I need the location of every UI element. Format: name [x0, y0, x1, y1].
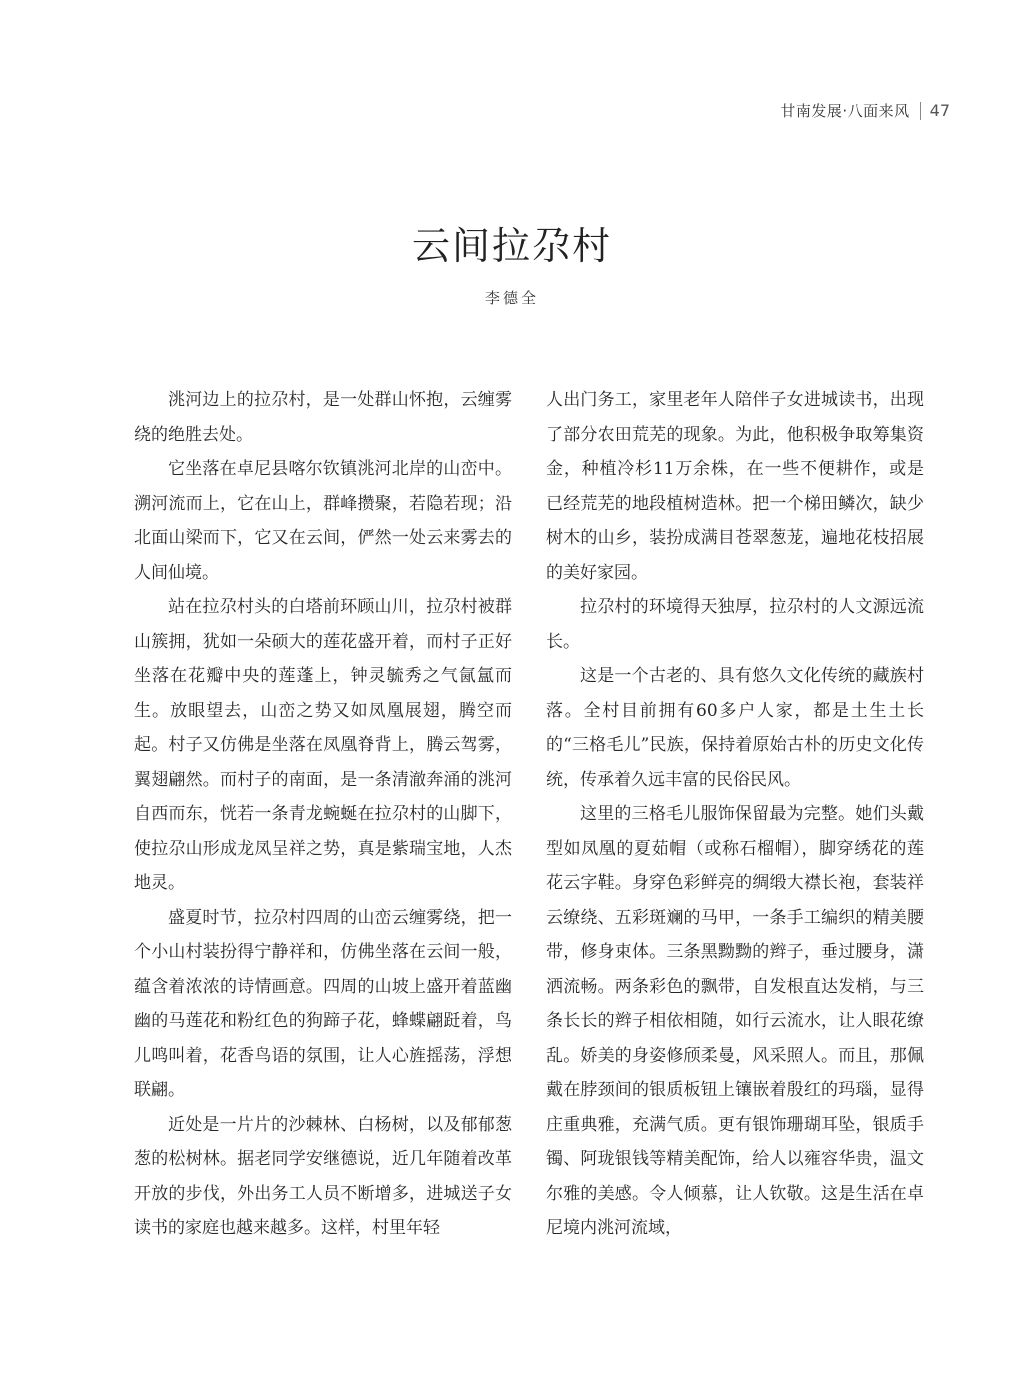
paragraph: 这里的三格毛儿服饰保留最为完整。她们头戴型如凤凰的夏茹帽（或称石榴帽），脚穿绣花的莲花云字鞋。身穿色彩鲜亮的绸缎大襟长袍，套装祥云缭绕、五彩斑斓的马甲，一条手工编织的精美腰带，修身束体。三条黑黝黝的辫子，垂过腰身，潇洒流畅。两条彩色的飘带，自发根直达发梢，与三条长长的辫子相依相随，如行云流水，让人眼花缭乱。娇美的身姿修颀柔曼，风采照人。而且，那佩戴在脖颈间的银质板钮上镶嵌着殷红的玛瑙，显得庄重典雅，充满气质。更有银饰珊瑚耳坠，银质手镯、阿珑银钱等精美配饰，给人以雍容华贵，温文尔雅的美感。令人倾慕，让人钦敬。这是生活在卓尼境内洮河流域， — [546, 804, 924, 1238]
paragraph: 这是一个古老的、具有悠久文化传统的藏族村落。全村目前拥有60多户人家，都是土生土长的“三格毛儿”民族，保持着原始古朴的历史文化传统，传承着久远丰富的民俗民风。 — [546, 666, 924, 790]
paragraph: 站在拉尕村头的白塔前环顾山川，拉尕村被群山簇拥，犹如一朵硕大的莲花盛开着，而村子正好坐落在花瓣中央的莲蓬上，钟灵毓秀之气氤氲而生。放眼望去，山峦之势又如凤凰展翅，腾空而起。村子又仿佛是坐落在凤凰脊背上，腾云驾雾，翼翅翩然。而村子的南面，是一条清澈奔涌的洮河自西而东，恍若一条青龙蜿蜒在拉尕村的山脚下，使拉尕山形成龙凤呈祥之势，真是紫瑞宝地，人杰地灵。 — [134, 597, 512, 893]
paragraph: 拉尕村的环境得天独厚，拉尕村的人文源远流长。 — [546, 597, 924, 652]
left-column — [134, 383, 512, 1246]
paragraph-continuation: 人出门务工，家里老年人陪伴子女进城读书，出现了部分农田荒芜的现象。为此，他积极争取筹集资金，种植冷杉11万余株，在一些不便耕作，或是已经荒芜的地段植树造林。把一个梯田鳞次，缺少树木的山乡，装扮成满目苍翠葱茏，遍地花枝招展的美好家园。 — [546, 390, 924, 583]
right-column — [546, 383, 924, 1246]
section-title: 甘南发展·八面来风 — [780, 102, 910, 120]
paragraph: 近处是一片片的沙棘林、白杨树，以及郁郁葱葱的松树林。据老同学安继德说，近几年随着改革开放的步伐，外出务工人员不断增多，进城送子女读书的家庭也越来越多。这样，村里年轻 — [134, 1114, 512, 1238]
paragraph: 它坐落在卓尼县喀尔钦镇洮河北岸的山峦中。溯河流而上，它在山上，群峰攒聚，若隐若现；沿北面山梁而下，它又在云间，俨然一处云来雾去的人间仙境。 — [134, 459, 512, 583]
paragraph: 盛夏时节，拉尕村四周的山峦云缠雾绕，把一个小山村装扮得宁静祥和，仿佛坐落在云间一般，蕴含着浓浓的诗情画意。四周的山坡上盛开着蓝幽幽的马莲花和粉红色的狗蹄子花，蜂蝶翩跹着，鸟儿鸣叫着，花香鸟语的氛围，让人心旌摇荡，浮想联翩。 — [134, 907, 512, 1100]
page-number: 47 — [929, 101, 950, 120]
header-divider — [920, 102, 921, 120]
article-author: 李德全 — [484, 289, 539, 307]
running-header — [780, 100, 950, 121]
paragraph: 洮河边上的拉尕村，是一处群山怀抱，云缠雾绕的绝胜去处。 — [134, 390, 512, 445]
article-title: 云间拉尕村 — [411, 224, 612, 268]
